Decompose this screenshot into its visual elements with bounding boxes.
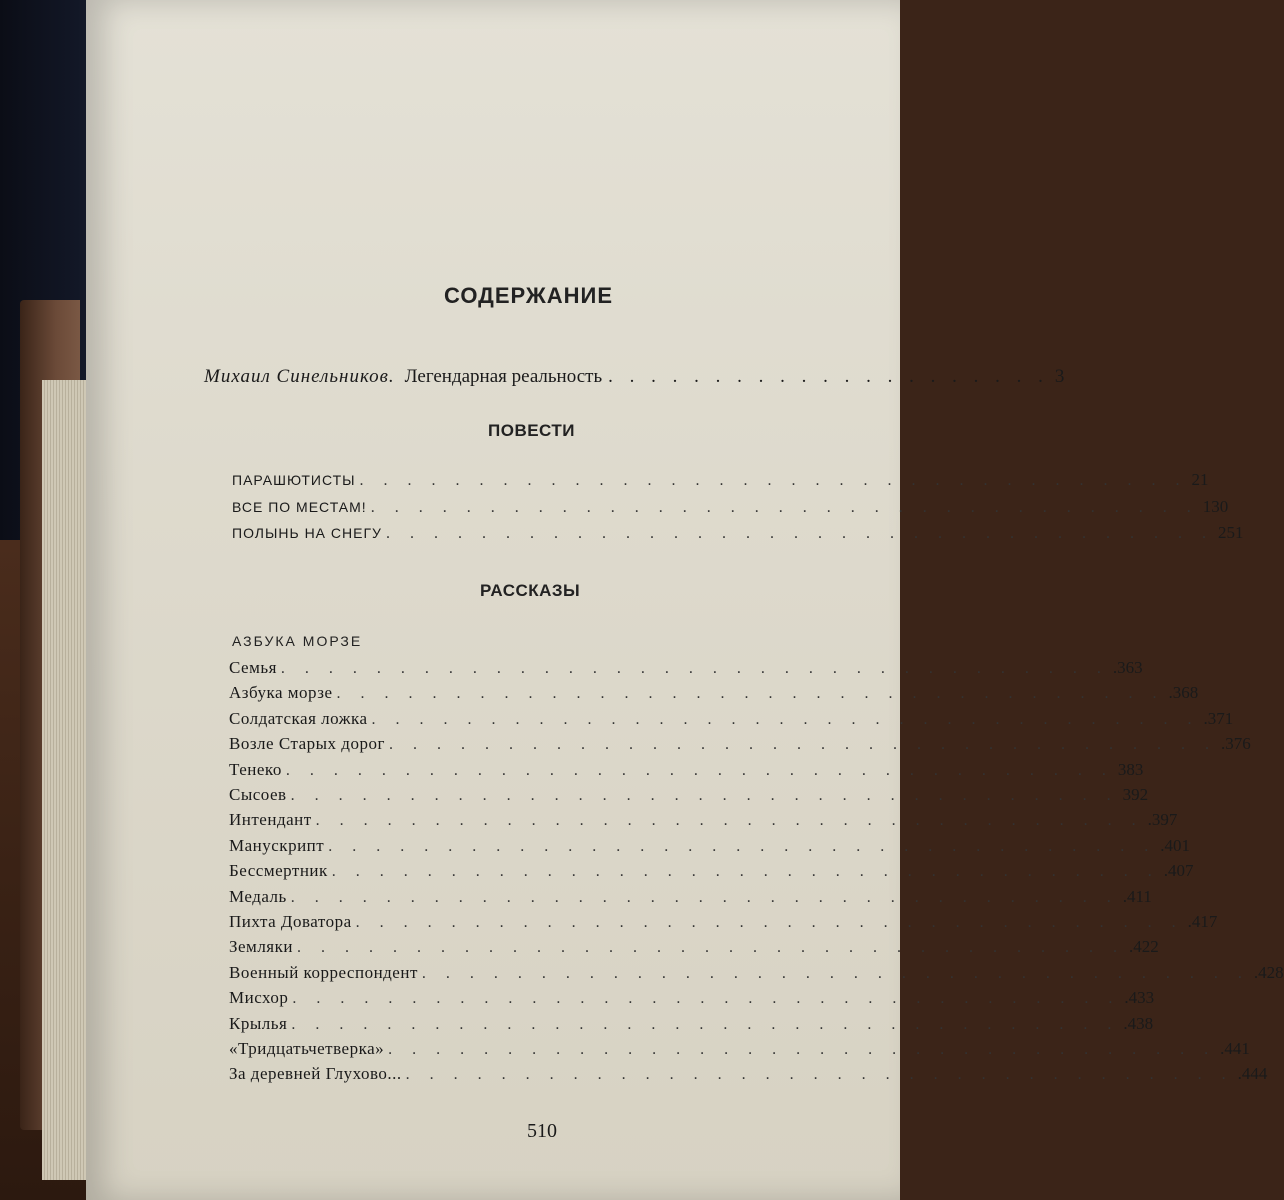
entry-page: .401	[1160, 835, 1190, 855]
leader-dots: . . . . . . . . . . . . . . . . . . . . . . . . . . . . . . . . . . .	[355, 914, 1184, 931]
entry-title: Возле Старых дорог	[229, 734, 385, 754]
toc-entry	[229, 1013, 1154, 1034]
toc-entry	[232, 496, 1229, 517]
toc-entry	[232, 523, 1244, 543]
entry-page: .363	[1112, 658, 1143, 677]
entry-title: Сысоев	[229, 785, 287, 804]
page-number: 510	[527, 1120, 557, 1142]
toc-entry	[229, 962, 1284, 983]
entry-title: Мисхор	[229, 988, 289, 1008]
entry-page: .422	[1128, 937, 1159, 957]
toc-entry	[229, 1039, 1250, 1059]
toc-entry	[229, 658, 1143, 678]
leader-dots: . . . . . . . . . . . . . . . . . . . . . . . . . . . . . . . . . . .	[385, 525, 1214, 542]
entry-title: Крылья	[229, 1013, 288, 1033]
leader-dots: . . . . . . . . . . . . . . . . . . . . . . . . . . . . . . . . . . .	[285, 761, 1114, 779]
leader-dots: . . . . . . . . . . . . . . . . . . . . . . . . . . . . . . . . . . .	[328, 837, 1157, 855]
toc-entry	[229, 759, 1144, 780]
page-title: СОДЕРЖАНИЕ	[444, 283, 614, 308]
intro-author: Михаил Синельников.	[204, 366, 395, 387]
entry-page: 392	[1122, 785, 1149, 804]
leader-dots: . . . . . . . . . . . . . . . . . . . . . . . . . . . . . . . . . . .	[280, 660, 1109, 677]
leader-dots: . . . . . . . . . . . . . . . . . . . . . . . . . . . . . . . . . . .	[315, 812, 1144, 830]
leader-dots: . . . . . . . . . . . . . . . . . . . . . . . . . . . . . . . . . . .	[405, 1066, 1234, 1084]
intro-page: 3	[1054, 366, 1065, 387]
entry-page: .433	[1124, 988, 1155, 1008]
entry-title: За деревней Глухово...	[229, 1064, 402, 1084]
entry-title: Семья	[229, 658, 277, 677]
leader-dots: . . . . . . . . . . . . . . . . . . . . . . . . . . . . . . . . . . .	[370, 498, 1199, 516]
leader-dots: . . . . . . . . . . . . . . . . . . . . . . . . . . . . . . . . . . .	[336, 685, 1165, 703]
entry-page: .368	[1168, 683, 1199, 703]
leader-dots: . . . . . . . . . . . . . . . . . . . . . . . . . . . . . . . . . . .	[359, 472, 1188, 489]
toc-entry	[229, 835, 1190, 856]
entry-title: Бессмертник	[229, 861, 328, 881]
entry-page: 130	[1202, 496, 1229, 516]
entry-page: 383	[1117, 759, 1144, 779]
entry-page: .407	[1163, 861, 1194, 881]
entry-title: Интендант	[229, 810, 312, 830]
entry-title: Военный корреспондент	[229, 962, 418, 982]
entry-page: .397	[1147, 810, 1178, 830]
toc-entry	[229, 734, 1251, 754]
entry-page: .417	[1187, 912, 1218, 931]
entry-page: .428	[1253, 962, 1284, 982]
entry-title: Пихта Доватора	[229, 912, 352, 931]
entry-title: «Тридцатьчетверка»	[229, 1039, 385, 1058]
entry-page: .371	[1203, 708, 1234, 728]
toc-entry	[232, 470, 1209, 490]
entry-title: ПАРАШЮТИСТЫ	[232, 472, 356, 488]
entry-page: .411	[1122, 886, 1152, 906]
toc-entry	[229, 785, 1149, 805]
intro-work: Легендарная реальность	[404, 366, 603, 387]
leader-dots: . . . . . . . . . . . . . . . . . . . . . . . . . . . . . . . . . . .	[296, 939, 1125, 957]
toc-entry	[229, 683, 1199, 703]
entry-page: .444	[1237, 1064, 1268, 1084]
entry-page: .376	[1220, 734, 1251, 754]
leader-dots: . . . . . . . . . . . . . . . . . . . . . . . . . . . . . . . . . . .	[290, 888, 1119, 906]
entry-title: Медаль	[229, 886, 287, 906]
subsection-heading: АЗБУКА МОРЗЕ	[232, 633, 363, 649]
leader-dots: . . . . . . . . . . . . . . . . . . . . . . . . . . . . . . . . . . .	[388, 736, 1217, 754]
entry-title: Манускрипт	[229, 835, 325, 855]
entry-title: Земляки	[229, 937, 293, 957]
entry-page: 21	[1191, 470, 1209, 489]
leader-dots: . . . . . . . . . . . . . . . . . . . . . . . . . . . . . . . . . . .	[388, 1041, 1217, 1058]
toc-entry	[229, 861, 1194, 881]
entry-title: Азбука морзе	[229, 683, 333, 703]
toc-entry	[229, 708, 1234, 729]
entry-title: ПОЛЫНЬ НА СНЕГУ	[232, 525, 382, 541]
entry-page: .441	[1220, 1039, 1250, 1058]
leader-dots: . . . . . . . . . . . . . . . . . . . . . . . . . . . . . . . . . . .	[371, 710, 1200, 728]
leader-dots: . . . . . . . . . . . . . . . . . . . . . . . . . . . . . . . . . . .	[331, 863, 1160, 881]
toc-entry	[229, 810, 1178, 830]
section-heading-rasskazy: РАССКАЗЫ	[480, 581, 581, 600]
entry-title: Тенеко	[229, 759, 282, 779]
leader-dots: . . . . . . . . . . . . . . . . . . . . .	[608, 366, 1049, 387]
leader-dots: . . . . . . . . . . . . . . . . . . . . . . . . . . . . . . . . . . .	[421, 964, 1250, 982]
leader-dots: . . . . . . . . . . . . . . . . . . . . . . . . . . . . . . . . . . .	[291, 1015, 1120, 1033]
entry-title: ВСЕ ПО МЕСТАМ!	[232, 498, 367, 515]
toc-entry	[229, 937, 1159, 957]
toc-entry	[229, 1064, 1268, 1084]
leader-dots: . . . . . . . . . . . . . . . . . . . . . . . . . . . . . . . . . . .	[290, 787, 1119, 804]
toc-entry	[229, 886, 1152, 907]
toc-entry	[229, 912, 1218, 932]
entry-page: .438	[1123, 1013, 1154, 1033]
leader-dots: . . . . . . . . . . . . . . . . . . . . . . . . . . . . . . . . . . .	[292, 990, 1121, 1008]
entry-page: 251	[1217, 523, 1244, 542]
toc-intro-entry	[204, 366, 1065, 388]
entry-title: Солдатская ложка	[229, 708, 368, 728]
toc-entry	[229, 988, 1155, 1008]
section-heading-povesti: ПОВЕСТИ	[488, 421, 576, 440]
